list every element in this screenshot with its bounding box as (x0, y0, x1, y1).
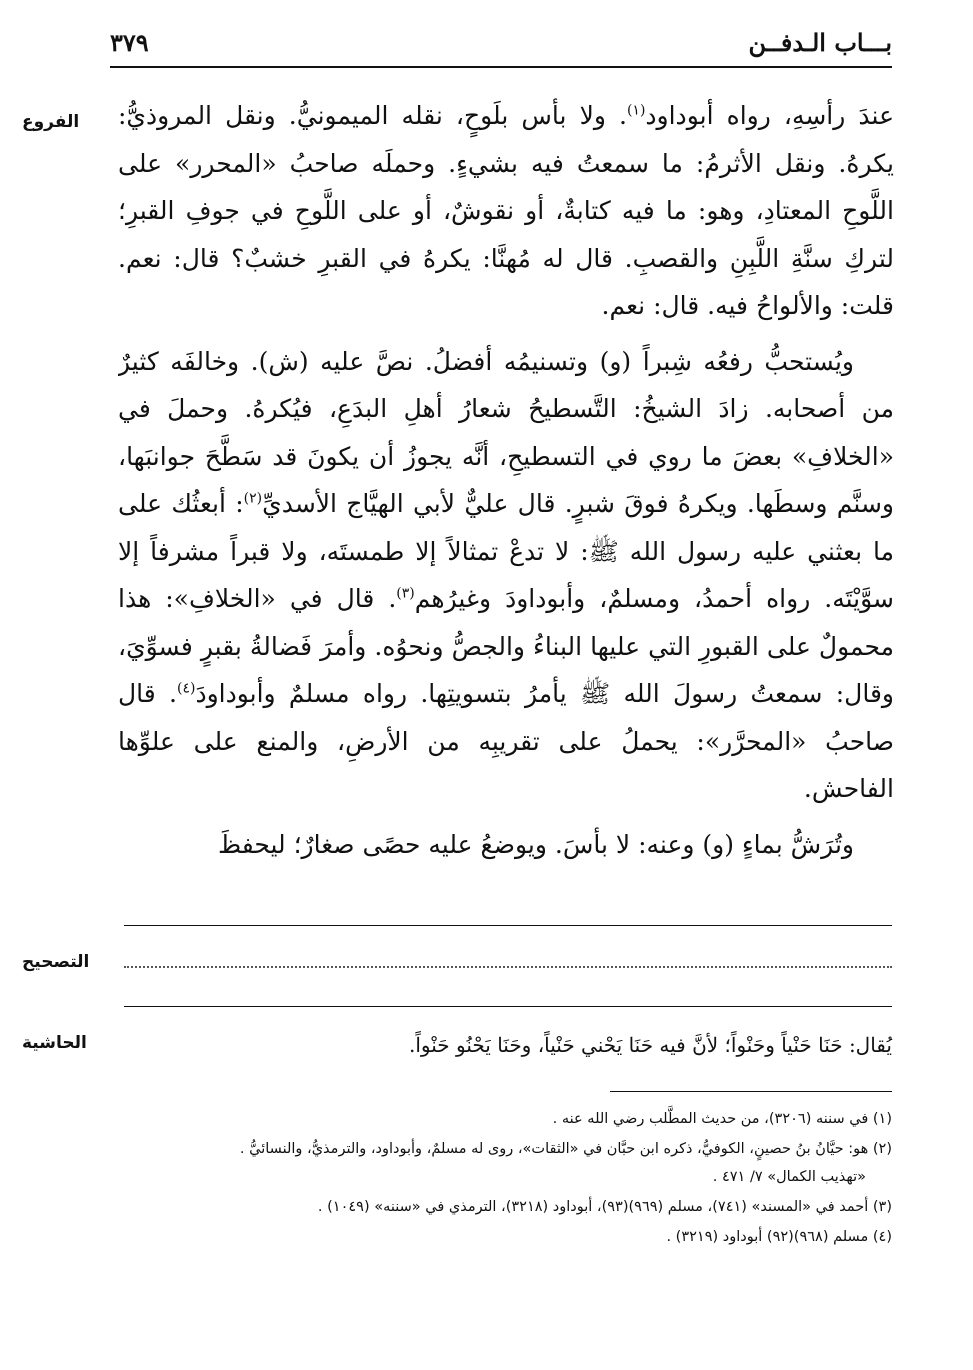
paragraph-1 (118, 92, 894, 330)
paragraph-2-part-d: . قال صاحبُ «المحرَّر»: يحملُ على تقريبِه من الأرضِ، والمنع على علوِّها الفاحش. (118, 679, 894, 803)
paragraph-1-rest: . ولا بأس بلَوحٍ، نقله الميمونيُّ. ونقل المروذيُّ: يكرهُ. ونقل الأثرمُ: ما سمعتُ فيه بشيءٍ. وحملَه صاحبُ «المحرر» على اللَّوحِ المعتادِ، وهو: ما فيه كتابةٌ، أو نقوشٌ، أو على اللَّوحِ في جوفِ القبرِ؛ لتركِ سنَّةِ اللَّبِنِ والقصبِ. قال له مُهنَّا: يكرهُ في القبرِ خشبٌ؟ قال: نعم. قلت: والألواحُ فيه. قال: نعم. (118, 101, 894, 320)
paragraph-1-start: عندَ رأسِهِ، رواه أبوداود (645, 101, 894, 130)
header-rule (110, 66, 892, 68)
footnote-2-continuation: «تهذيب الكمال» ٧/ ٤٧١ . (712, 1169, 866, 1185)
footnote-ref-4[interactable]: (٤) (176, 680, 196, 697)
main-text (118, 92, 894, 892)
paragraph-2 (118, 338, 894, 813)
divider-main-end (124, 925, 892, 926)
footnote-2 (120, 1135, 892, 1191)
footnote-ref-3[interactable]: (٣) (396, 585, 415, 602)
side-label-tashih: التصحيح (22, 952, 90, 972)
page-number: ٣٧٩ (110, 28, 149, 57)
chapter-title: بـــاب الـدفــن (748, 28, 892, 57)
paragraph-2-part-b: : أبعثُك على ما بعثني عليه رسول الله ﷺ: لا تدعْ تمثالاً إلا طمستَه، ولا قبراً مشرفاً إلا سوَّيْتَه. رواه أحمدُ، ومسلمٌ، وأبوداودَ وغيرُهم (118, 489, 894, 613)
footnote-ref-1[interactable]: (١) (626, 102, 646, 119)
paragraph-3-text: وتُرَشُّ بماءٍ (و) وعنه: لا بأسَ. ويوضعُ عليه حصًى صغارٌ؛ ليحفظَ (217, 829, 854, 859)
footnote-ref-2[interactable]: (٢) (243, 490, 263, 507)
footnote-separator (610, 1091, 892, 1092)
footnote-2-text: (٢) هو: حيَّانُ بنُ حصينٍ، الكوفيُّ، ذكره ابن حبَّان في «الثقات»، روى له مسلمٌ، وأبوداود، والترمذيُّ، والنسائيُّ . (239, 1141, 892, 1157)
paragraph-2-part-c: . قال في «الخلافِ»: هذا محمولٌ على القبورِ التي عليها البناءُ والجصُّ ونحوُه. وأمرَ فَضالةُ بقبرٍ فسوِّيَ، وقال: سمعتُ رسولَ الله ﷺ يأمرُ بتسويتِها. رواه مسلمٌ وأبوداودَ (118, 584, 894, 708)
hashiya-text: يُقال: حَنَا حَنْياً وحَنْواً؛ لأنَّ فيه حَنَا يَحْني حَنْياً، وحَنَا يَحْنُو حَنْواً. (408, 1033, 892, 1057)
tashih-dotted-line (124, 966, 892, 968)
side-label-hashiya: الحاشية (22, 1033, 87, 1053)
footnotes (120, 1105, 892, 1253)
side-label-furu: الفروع (22, 112, 80, 132)
footnote-1: (١) في سننه (٣٢٠٦)، من حديث المطَّلب رضي الله عنه . (552, 1111, 892, 1127)
page-header (110, 28, 892, 64)
divider-hashiya (124, 1006, 892, 1007)
paragraph-3 (118, 821, 894, 869)
footnote-3: (٣) أحمد في «المسند» (٧٤١)، مسلم (٩٦٩)(٩٣)، أبوداود (٣٢١٨)، الترمذي في «سننه» (١٠٤٩) . (317, 1199, 892, 1215)
paragraph-2-part-a: ويُستحبُّ رفعُه شِبراً (و) وتسنيمُه أفضلُ. نصَّ عليه (ش). وخالفَه كثيرٌ من أصحابه. زادَ الشيخُ: التَّسطيحُ شعارُ أهلِ البدَعِ، فيُكرهُ. وحملَ في «الخلافِ» بعضَ ما روي في التسطيحِ، أنَّه يجوزُ أن يكونَ قد سَطَّحَ جوانبَها، وسنَّم وسطَها. ويكرهُ فوقَ شبرٍ. قال عليٌّ لأبي الهيَّاج الأسديِّ (118, 346, 894, 518)
footnote-4: (٤) مسلم (٩٦٨)(٩٢) أبوداود (٣٢١٩) . (666, 1229, 892, 1245)
